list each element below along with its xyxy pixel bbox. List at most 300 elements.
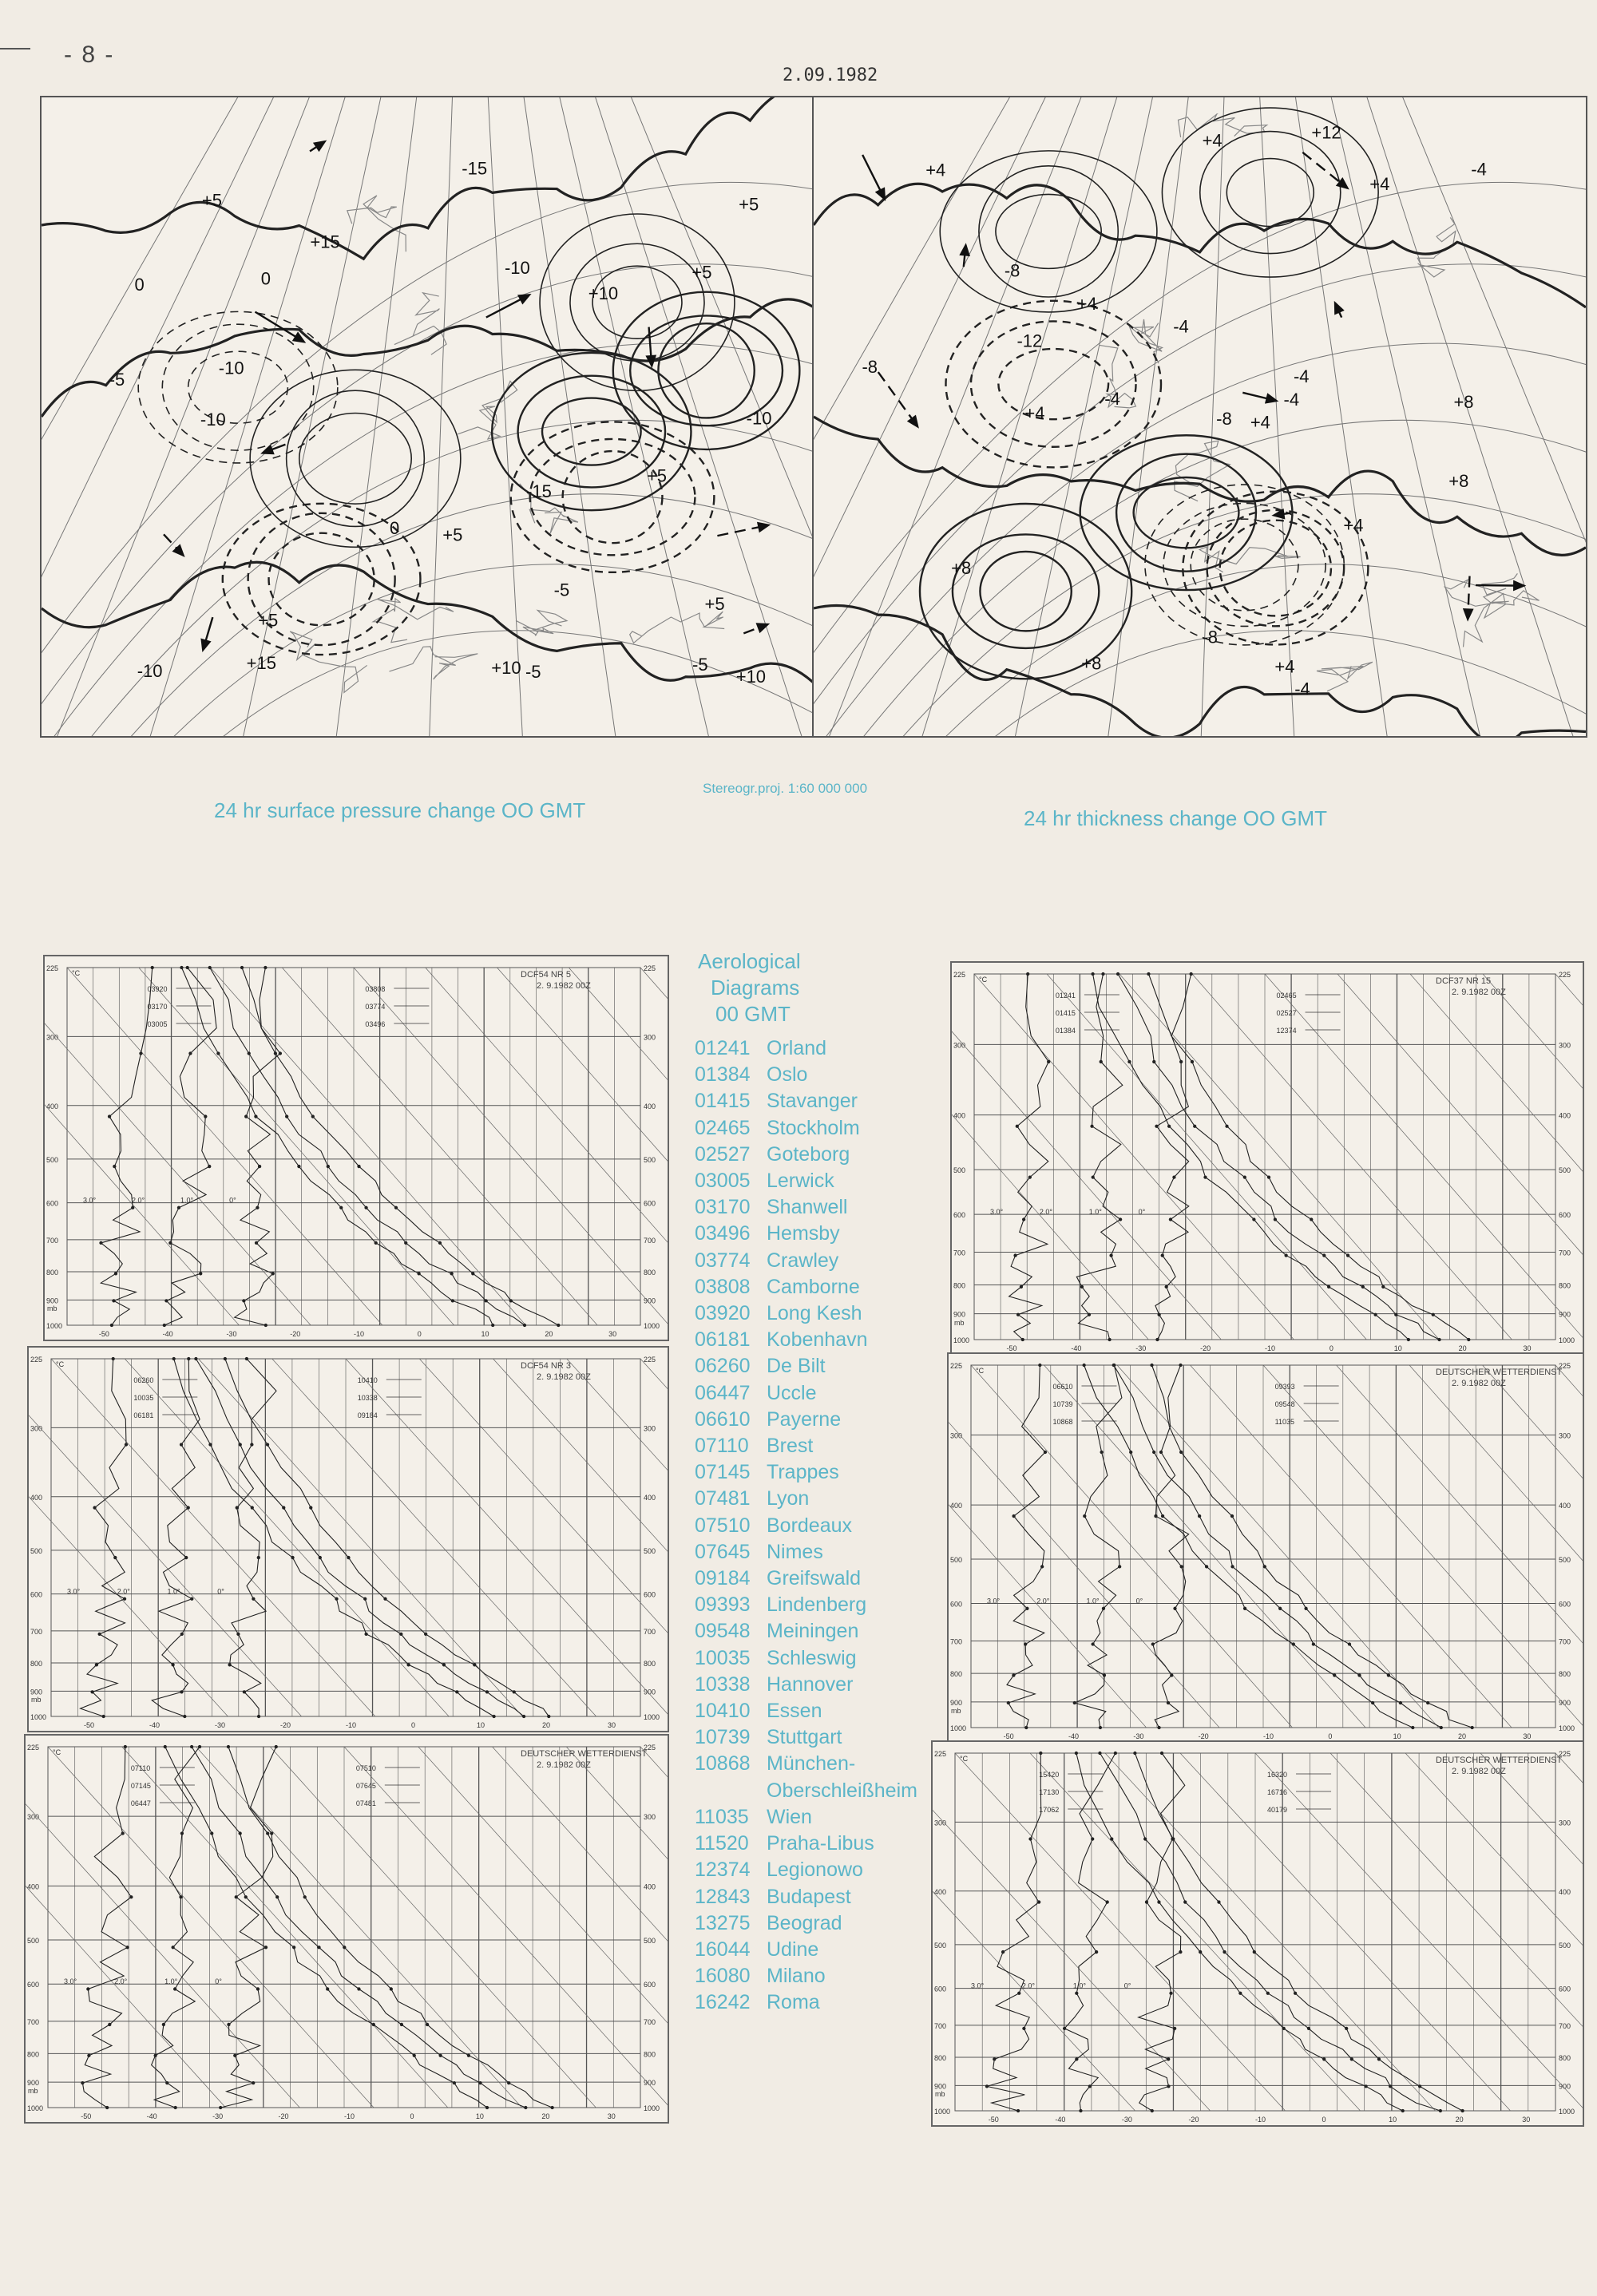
station-code-label: 15420 — [1039, 1771, 1060, 1779]
temperature-tick: -10 — [344, 2112, 355, 2120]
pressure-label: 800 — [1559, 1281, 1571, 1290]
temperature-tick: 20 — [1458, 1344, 1467, 1352]
station-code: 07645 — [695, 1540, 751, 1563]
change-label: +10 — [491, 658, 521, 679]
station-name: Payerne — [767, 1407, 842, 1431]
change-label: 0 — [134, 274, 145, 295]
temperature-tick: -40 — [1068, 1732, 1080, 1740]
change-label: +10 — [588, 283, 619, 303]
mixing-ratio-label: 1.0° — [180, 1196, 194, 1205]
station-name: Roma — [767, 1991, 820, 2014]
station-code-label: 11035 — [1274, 1418, 1294, 1426]
sounding-profiles — [100, 966, 560, 1326]
change-label: +10 — [735, 667, 767, 687]
mixing-ratio-label: 2.0° — [114, 1977, 128, 1986]
pressure-label: 400 — [953, 1111, 966, 1120]
station-code: 01384 — [695, 1063, 751, 1087]
station-code-label: 09393 — [1274, 1383, 1295, 1391]
station-row — [695, 1804, 950, 1831]
change-label: +4 — [1024, 403, 1045, 424]
pressure-label: 1000 — [644, 1713, 660, 1721]
change-label: -8 — [1202, 627, 1219, 647]
station-row — [695, 1618, 950, 1645]
station-code-label: 10035 — [133, 1394, 154, 1402]
pressure-label: 900 — [644, 1296, 656, 1305]
station-name: Hemsby — [767, 1222, 840, 1245]
pressure-label: 500 — [46, 1155, 59, 1164]
pressure-label: 1000 — [30, 1713, 47, 1721]
change-label: -10 — [504, 258, 530, 279]
temperature-tick: -30 — [212, 2112, 224, 2120]
temperature-tick: 30 — [1522, 2116, 1531, 2124]
mixing-ratio-label: 0° — [217, 1587, 224, 1596]
degc-label: °C — [960, 1755, 969, 1763]
pressure-label: 500 — [1559, 1556, 1571, 1565]
station-row — [695, 1088, 950, 1114]
mixing-ratio-label: 2.0° — [132, 1196, 145, 1205]
station-code-label: 03170 — [147, 1003, 168, 1011]
station-code-label: 10868 — [1052, 1418, 1073, 1426]
surface-pressure-change-map — [40, 96, 816, 738]
pressure-label: 225 — [644, 964, 656, 972]
change-label: +4 — [925, 160, 946, 180]
station-code-label: 06610 — [1052, 1383, 1073, 1391]
issue-date: 2.09.1982 — [783, 65, 878, 85]
temperature-tick: 10 — [1393, 1344, 1402, 1352]
station-code-label: 03808 — [365, 985, 386, 993]
pressure-label: 600 — [1559, 1985, 1571, 1993]
change-label: +8 — [1453, 392, 1474, 413]
change-label: -5 — [109, 370, 125, 390]
pressure-label: 700 — [27, 2017, 40, 2026]
pressure-label: 700 — [953, 1249, 966, 1257]
mixing-ratio-label: 0° — [215, 1977, 222, 1986]
change-label: +12 — [1311, 122, 1341, 143]
temperature-tick: 20 — [542, 1721, 551, 1729]
station-code: 10410 — [695, 1700, 751, 1723]
pressure-label: 300 — [46, 1033, 59, 1042]
pressure-label: 225 — [1559, 1750, 1571, 1758]
pressure-label: 600 — [934, 1985, 947, 1993]
station-code: 10035 — [695, 1646, 751, 1669]
station-row — [695, 1751, 950, 1777]
station-code: 12374 — [695, 1859, 751, 1882]
mixing-ratio-label: 2.0° — [1021, 1981, 1036, 1990]
pressure-label: 800 — [1559, 1670, 1571, 1679]
mixing-ratio-label: 1.0° — [1088, 1208, 1102, 1217]
pressure-label: 500 — [644, 1546, 656, 1555]
station-name: Stuttgart — [767, 1726, 842, 1749]
station-row — [695, 1539, 950, 1566]
pressure-label: 300 — [950, 1431, 963, 1440]
change-label: +5 — [201, 190, 222, 211]
pressure-label: 600 — [46, 1199, 59, 1208]
station-code: 06260 — [695, 1355, 751, 1378]
station-name: Legionowo — [767, 1859, 863, 1882]
mixing-ratio-label: 3.0° — [67, 1587, 81, 1596]
temperature-tick: -10 — [346, 1721, 357, 1729]
station-code-label: 09184 — [357, 1411, 378, 1419]
temperature-tick: 30 — [1523, 1732, 1532, 1740]
pressure-label: 800 — [934, 2053, 947, 2062]
change-label: +5 — [258, 610, 279, 631]
thickness-change-map — [812, 96, 1587, 738]
pressure-label: 900 — [1559, 1698, 1571, 1707]
mb-label: mb — [28, 2087, 38, 2095]
pressure-label: 900 — [644, 1688, 656, 1696]
change-label: +8 — [1448, 471, 1469, 492]
change-label: -10 — [746, 408, 772, 429]
pressure-label: 800 — [1559, 2053, 1571, 2062]
station-name: Shanwell — [767, 1196, 848, 1219]
aerological-diagram-5 — [24, 1734, 669, 2124]
station-code-label: 03005 — [147, 1020, 168, 1028]
change-label: +4 — [1343, 515, 1364, 536]
change-label: +8 — [951, 557, 972, 578]
pressure-label: 1000 — [953, 1336, 970, 1344]
station-row — [695, 1724, 950, 1751]
pressure-label: 400 — [644, 1882, 656, 1891]
change-label: +8 — [1081, 653, 1102, 674]
station-code: 03496 — [695, 1222, 751, 1245]
pressure-label: 500 — [950, 1556, 963, 1565]
pressure-label: 500 — [1559, 1941, 1571, 1950]
change-label: +4 — [1076, 294, 1097, 315]
station-code: 07481 — [695, 1487, 751, 1510]
station-row — [695, 1035, 950, 1062]
pressure-label: 900 — [27, 2079, 40, 2088]
station-code: 09393 — [695, 1593, 751, 1617]
station-code-label: 01415 — [1055, 1009, 1076, 1017]
temperature-tick: -20 — [290, 1330, 301, 1338]
station-row — [695, 1486, 950, 1512]
degc-label: °C — [53, 1748, 61, 1756]
station-name: De Bilt — [767, 1355, 826, 1378]
change-label: +5 — [704, 593, 725, 614]
diagram-date: 2. 9.1982 00Z — [537, 1760, 591, 1770]
mb-label: mb — [935, 2090, 945, 2098]
pressure-label: 400 — [46, 1102, 59, 1110]
station-code-label: 10338 — [357, 1394, 378, 1402]
station-row — [695, 1221, 950, 1247]
isolines — [814, 108, 1586, 736]
change-label: -5 — [525, 662, 541, 683]
diagram-date: 2. 9.1982 00Z — [1452, 988, 1506, 997]
change-label: -12 — [1016, 331, 1043, 351]
temperature-tick: 30 — [608, 1330, 617, 1338]
pressure-label: 1000 — [644, 1322, 660, 1330]
temperature-tick: 10 — [1389, 2116, 1397, 2124]
mixing-ratio-label: 3.0° — [64, 1977, 77, 1986]
top-rule — [0, 48, 30, 49]
station-name: Kobenhavn — [767, 1328, 868, 1352]
projection-note: Stereogr.proj. 1:60 000 000 — [703, 781, 868, 796]
diagram-header: DCF54 NR 5 — [521, 970, 571, 980]
station-code: 03170 — [695, 1196, 751, 1219]
pressure-label: 600 — [1559, 1600, 1571, 1609]
station-code-label: 07510 — [355, 1764, 376, 1772]
change-label: +4 — [1369, 174, 1390, 195]
station-row — [695, 1168, 950, 1194]
station-code: 03005 — [695, 1170, 751, 1193]
pressure-label: 700 — [1559, 2021, 1571, 2030]
station-name: Nimes — [767, 1540, 823, 1563]
change-label: +4 — [1202, 130, 1223, 151]
station-code: 01415 — [695, 1090, 751, 1113]
station-code: 11035 — [695, 1805, 749, 1828]
pressure-label: 900 — [953, 1310, 966, 1319]
station-code: 07110 — [695, 1435, 749, 1458]
pressure-label: 700 — [644, 2017, 656, 2026]
pressure-label: 225 — [934, 1750, 947, 1758]
temperature-tick: 0 — [410, 2112, 414, 2120]
change-label: 0 — [260, 268, 271, 289]
pressure-label: 1000 — [27, 2104, 44, 2112]
temperature-tick: 10 — [477, 1721, 485, 1729]
temperature-tick: -50 — [988, 2116, 999, 2124]
mb-label: mb — [954, 1319, 965, 1327]
temperature-tick: 30 — [1523, 1344, 1532, 1352]
pressure-label: 300 — [1559, 1041, 1571, 1050]
pressure-label: 400 — [950, 1502, 963, 1510]
station-row — [695, 1062, 950, 1088]
pressure-label: 1000 — [46, 1322, 63, 1330]
mixing-ratio-label: 3.0° — [83, 1196, 97, 1205]
temperature-tick: -30 — [1135, 1344, 1147, 1352]
pressure-label: 400 — [644, 1493, 656, 1502]
pressure-label: 300 — [644, 1033, 656, 1042]
pressure-label: 600 — [30, 1590, 43, 1599]
change-label: -4 — [1104, 388, 1120, 409]
station-name: Hannover — [767, 1673, 854, 1696]
temperature-tick: 10 — [1393, 1732, 1401, 1740]
pressure-label: 500 — [953, 1166, 966, 1175]
mixing-ratio-label: 3.0° — [990, 1208, 1004, 1217]
temperature-tick: 20 — [541, 2112, 550, 2120]
station-row — [695, 1142, 950, 1168]
pressure-label: 700 — [934, 2021, 947, 2030]
diagram-header: DCF54 NR 3 — [521, 1361, 571, 1371]
temperature-tick: -50 — [1003, 1732, 1014, 1740]
pressure-label: 600 — [644, 1199, 656, 1208]
pressure-label: 225 — [1559, 971, 1571, 979]
degc-label: °C — [56, 1360, 65, 1368]
diagram-date: 2. 9.1982 00Z — [1452, 1379, 1506, 1388]
change-label: -15 — [462, 158, 488, 179]
pressure-label: 225 — [950, 1362, 963, 1370]
station-code-label: 06260 — [133, 1376, 154, 1384]
station-row — [695, 1672, 950, 1698]
station-row — [695, 1778, 950, 1804]
temperature-tick: -40 — [146, 2112, 157, 2120]
station-code-label: 17130 — [1039, 1788, 1060, 1796]
station-name: Lerwick — [767, 1170, 834, 1193]
mixing-ratio-label: 0° — [1138, 1208, 1146, 1217]
station-name: Oslo — [767, 1063, 808, 1087]
station-code-label: 02465 — [1276, 992, 1297, 1000]
change-label: -4 — [1471, 159, 1487, 180]
page-number: - 8 - — [64, 42, 115, 68]
temperature-tick: -10 — [1255, 2116, 1266, 2124]
pressure-label: 700 — [1559, 1637, 1571, 1646]
aerological-diagram-3 — [27, 1346, 669, 1732]
pressure-label: 600 — [953, 1211, 966, 1220]
pressure-label: 600 — [644, 1981, 656, 1989]
station-row — [695, 1327, 950, 1353]
pressure-label: 300 — [1559, 1819, 1571, 1827]
station-name: Wien — [767, 1805, 812, 1828]
station-name: Budapest — [767, 1885, 851, 1908]
station-rows — [695, 1035, 950, 2017]
mixing-ratio-label: 1.0° — [1072, 1981, 1086, 1990]
temperature-tick: 0 — [1328, 1732, 1333, 1740]
station-code: 10338 — [695, 1673, 751, 1696]
diagram-header: DCF37 NR 15 — [1436, 976, 1492, 986]
temperature-tick: -30 — [1121, 2116, 1132, 2124]
pressure-label: 500 — [644, 1936, 656, 1945]
station-code-label: 07110 — [130, 1764, 151, 1772]
diagram-date: 2. 9.1982 00Z — [1452, 1767, 1506, 1776]
station-code: 02465 — [695, 1116, 751, 1139]
pressure-label: 400 — [1559, 1111, 1571, 1120]
station-code-label: 10410 — [357, 1376, 378, 1384]
station-code-label: 17062 — [1039, 1806, 1060, 1814]
pressure-label: 500 — [30, 1546, 43, 1555]
station-name: Praha-Libus — [767, 1832, 874, 1855]
pressure-label: 400 — [27, 1882, 40, 1891]
station-code: 03808 — [695, 1275, 751, 1298]
mixing-ratio-label: 3.0° — [987, 1597, 1001, 1605]
station-name: Schleswig — [767, 1646, 857, 1669]
station-name: Lindenberg — [767, 1593, 867, 1617]
station-name: Long Kesh — [767, 1302, 862, 1325]
station-row — [695, 1884, 950, 1910]
mixing-ratio-label: 3.0° — [971, 1981, 985, 1990]
pressure-label: 900 — [1559, 2082, 1571, 2091]
temperature-tick: -10 — [354, 1330, 365, 1338]
change-label: +5 — [739, 194, 759, 215]
temperature-tick: 20 — [1455, 2116, 1464, 2124]
mb-label: mb — [31, 1696, 42, 1704]
station-name: Goteborg — [767, 1142, 850, 1166]
station-code: 10739 — [695, 1726, 751, 1749]
temperature-tick: 30 — [608, 1721, 616, 1729]
temperature-tick: 30 — [607, 2112, 616, 2120]
temperature-tick: -10 — [1265, 1344, 1276, 1352]
pressure-label: 700 — [1559, 1249, 1571, 1257]
station-row — [695, 1592, 950, 1618]
station-code: 13275 — [695, 1911, 751, 1934]
pressure-label: 300 — [1559, 1431, 1571, 1440]
pressure-label: 225 — [1559, 1362, 1571, 1370]
station-code: 11520 — [695, 1832, 749, 1855]
change-label: -10 — [218, 358, 244, 378]
station-row — [695, 1963, 950, 1989]
change-label: -4 — [1173, 316, 1189, 337]
station-name: Oberschleißheim — [767, 1779, 917, 1802]
mixing-ratio-label: 0° — [1135, 1597, 1143, 1605]
change-label: -10 — [137, 660, 163, 681]
degc-label: °C — [979, 976, 988, 984]
pressure-label: 225 — [644, 1744, 656, 1752]
change-label: -5 — [553, 580, 570, 600]
pressure-label: 500 — [1559, 1166, 1571, 1175]
mixing-ratio-label: 1.0° — [164, 1977, 178, 1986]
pressure-label: 1000 — [1559, 1724, 1575, 1732]
change-label: 0 — [390, 517, 400, 538]
temperature-tick: -30 — [1133, 1732, 1144, 1740]
temperature-tick: 0 — [417, 1330, 422, 1338]
pressure-label: 1000 — [950, 1724, 967, 1732]
station-row — [695, 1513, 950, 1539]
change-label: +4 — [1274, 656, 1295, 677]
pressure-label: 225 — [27, 1744, 40, 1752]
station-name: Bordeaux — [767, 1514, 853, 1537]
station-row — [695, 1698, 950, 1724]
pressure-label: 800 — [644, 1268, 656, 1277]
change-label: +5 — [442, 525, 463, 545]
temperature-tick: -40 — [162, 1330, 173, 1338]
aero-heading-2: Diagrams — [711, 976, 800, 1000]
surface-pressure-caption: 24 hr surface pressure change OO GMT — [214, 798, 586, 822]
station-code: 03920 — [695, 1302, 751, 1325]
temperature-tick: -10 — [1263, 1732, 1274, 1740]
change-label: +15 — [310, 232, 340, 252]
change-label: +5 — [692, 262, 712, 283]
station-name: Essen — [767, 1700, 822, 1723]
station-row — [695, 1831, 950, 1857]
station-code-label: 10739 — [1052, 1400, 1073, 1408]
station-code: 03774 — [695, 1249, 751, 1272]
pressure-label: 700 — [644, 1236, 656, 1245]
pressure-label: 500 — [27, 1936, 40, 1945]
pressure-label: 300 — [27, 1813, 40, 1822]
thickness-caption: 24 hr thickness change OO GMT — [1024, 806, 1328, 830]
pressure-label: 900 — [934, 2082, 947, 2091]
station-row — [695, 1459, 950, 1486]
diagram-header: DEUTSCHER WETTERDIENST — [521, 1749, 648, 1759]
change-label: +4 — [1250, 412, 1270, 433]
pressure-label: 225 — [30, 1356, 43, 1364]
station-code-label: 03920 — [147, 985, 168, 993]
pressure-label: 600 — [950, 1600, 963, 1609]
pressure-label: 900 — [1559, 1310, 1571, 1319]
station-row — [695, 1300, 950, 1327]
station-code: 16080 — [695, 1965, 751, 1988]
station-code-label: 09548 — [1274, 1400, 1295, 1408]
station-code-label: 07145 — [130, 1782, 151, 1790]
station-code-label: 07481 — [355, 1799, 376, 1807]
pressure-label: 1000 — [644, 2104, 660, 2112]
station-code: 07145 — [695, 1461, 751, 1484]
temperature-tick: 0 — [1322, 2116, 1326, 2124]
degc-label: °C — [976, 1367, 985, 1375]
pressure-label: 600 — [27, 1981, 40, 1989]
station-code: 06447 — [695, 1381, 751, 1404]
mixing-ratio-label: 2.0° — [1036, 1597, 1050, 1605]
temperature-tick: 0 — [1329, 1344, 1333, 1352]
temperature-tick: -20 — [278, 2112, 289, 2120]
isolines — [42, 97, 814, 683]
pressure-label: 800 — [27, 2050, 40, 2059]
pressure-label: 225 — [953, 971, 966, 979]
pressure-label: 225 — [46, 964, 59, 972]
station-name: Uccle — [767, 1381, 817, 1404]
station-code-label: 40179 — [1267, 1806, 1288, 1814]
station-name: Lyon — [767, 1487, 810, 1510]
station-code-label: 16716 — [1267, 1788, 1288, 1796]
pressure-label: 400 — [1559, 1887, 1571, 1896]
